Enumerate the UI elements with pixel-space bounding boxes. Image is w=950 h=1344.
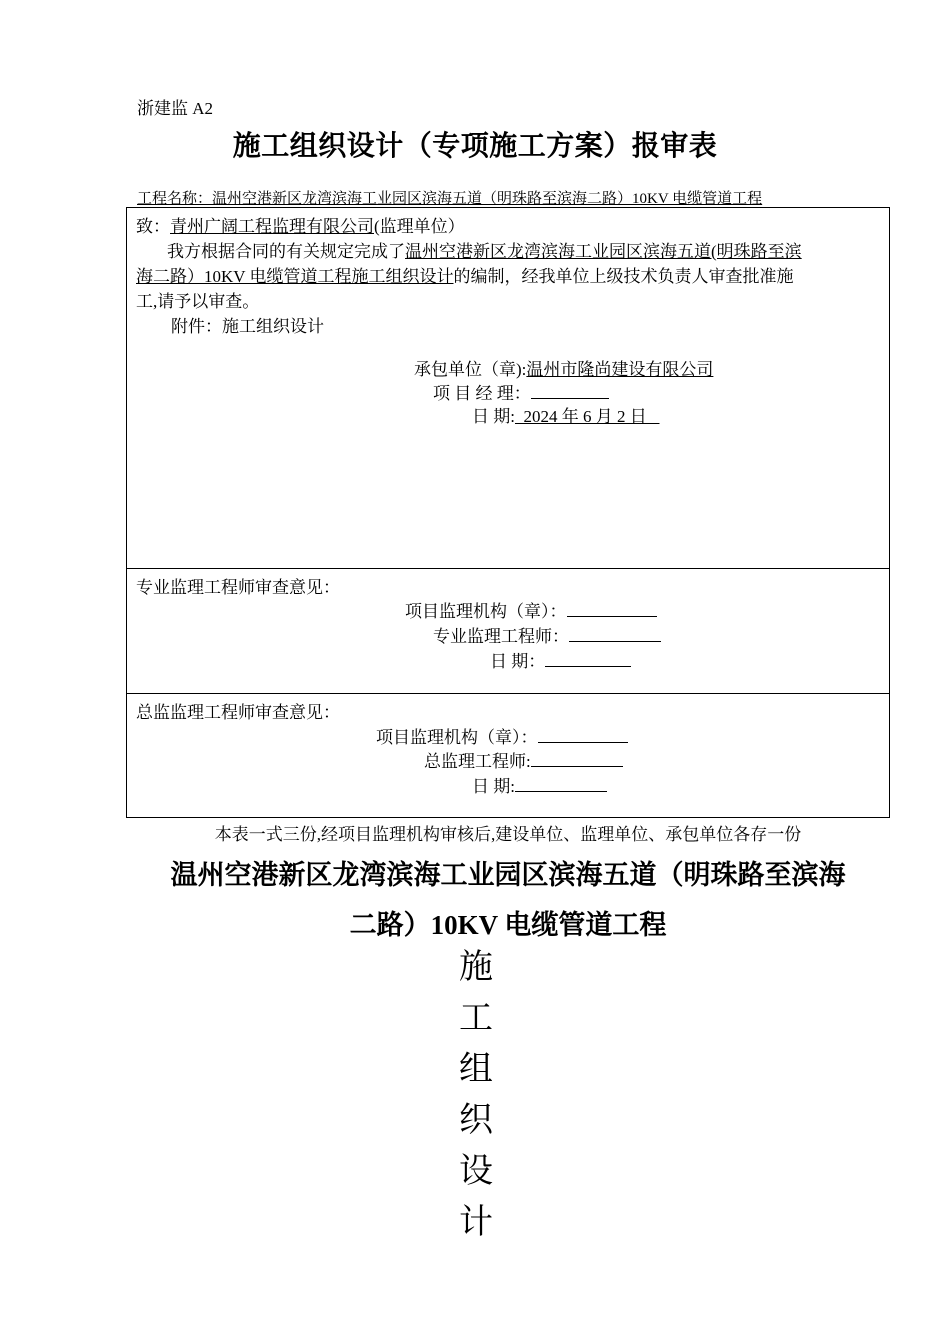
project-title-line-2: 二路）10KV 电缆管道工程 [349,910,667,940]
review-form-table [126,207,890,818]
doc-type-char: 织 [459,1102,493,1139]
chief-date-label: 日 期: [472,777,515,796]
date-value: 2024 年 6 月 2 日 [514,407,660,426]
body-project-a: 温州空港新区龙湾滨海工业园区滨海五道(明珠路至滨 [405,242,802,261]
submission-section [127,208,889,569]
addressee-line [136,212,465,237]
specialist-review-heading: 专业监理工程师审查意见： [136,578,340,597]
body-text-pre: 我方根据合同的有关规定完成了 [167,242,405,261]
document-type-vertical [456,942,496,1248]
body-line-1 [167,237,802,262]
specialist-engineer-line [433,622,661,647]
chief-date-line [472,772,607,797]
specialist-org-blank [567,600,657,617]
body-line-3: 工,请予以审查。 [136,292,260,311]
chief-engineer-label: 总监理工程师: [424,752,531,771]
chief-engineer-blank [531,750,623,767]
chief-review-section [127,694,889,819]
form-title: 施工组织设计（专项施工方案）报审表 [232,131,718,162]
specialist-org-label: 项目监理机构（章）： [405,602,567,621]
specialist-engineer-label: 专业监理工程师： [433,627,569,646]
body-text-post-a: 的编制，经我单位上级技术负责人审查批准施 [453,267,794,286]
manager-label: 项 目 经 理： [433,384,531,403]
specialist-engineer-blank [569,625,661,642]
doc-type-char: 施 [459,949,493,986]
specialist-date-line [490,647,631,672]
supervision-unit-name: 青州广阔工程监理有限公司 [170,217,374,236]
project-title-line-1: 温州空港新区龙湾滨海工业园区滨海五道（明珠路至滨海 [170,860,846,890]
contractor-label: 承包单位（章): [414,360,527,379]
attachment-line: 附件：施工组织设计 [171,317,324,336]
doc-type-char: 设 [459,1153,493,1190]
contractor-line [414,355,713,380]
manager-signature-blank [531,382,609,399]
chief-review-heading: 总监监理工程师审查意见： [136,703,340,722]
chief-org-label: 项目监理机构（章）： [376,728,538,747]
chief-org-line [376,723,628,748]
date-label: 日 期: [472,407,515,426]
specialist-date-label: 日 期： [490,652,546,671]
contractor-name: 温州市隆尚建设有限公司 [526,360,714,379]
specialist-org-line [405,597,657,622]
doc-type-char: 计 [459,1204,493,1241]
specialist-review-section [127,569,889,694]
chief-date-blank [515,775,607,792]
doc-type-char: 组 [459,1051,493,1088]
chief-engineer-line [424,747,623,772]
chief-org-blank [538,726,628,743]
body-project-b: 海二路）10KV 电缆管道工程施工组织设计 [136,267,454,286]
addressee-suffix: (监理单位） [374,217,465,236]
doc-type-char: 工 [459,1000,493,1037]
specialist-date-blank [545,650,631,667]
body-line-2 [136,262,794,287]
manager-line [433,379,609,404]
project-name-line: 工程名称：温州空港新区龙湾滨海工业园区滨海五道（明珠路至滨海二路）10KV 电缆管道工程 [137,191,763,207]
copies-note: 本表一式三份,经项目监理机构审核后,建设单位、监理单位、承包单位各存一份 [214,825,802,844]
form-code: 浙建监 A2 [137,99,214,118]
date-line [472,402,659,427]
addressee-prefix: 致： [136,217,170,236]
